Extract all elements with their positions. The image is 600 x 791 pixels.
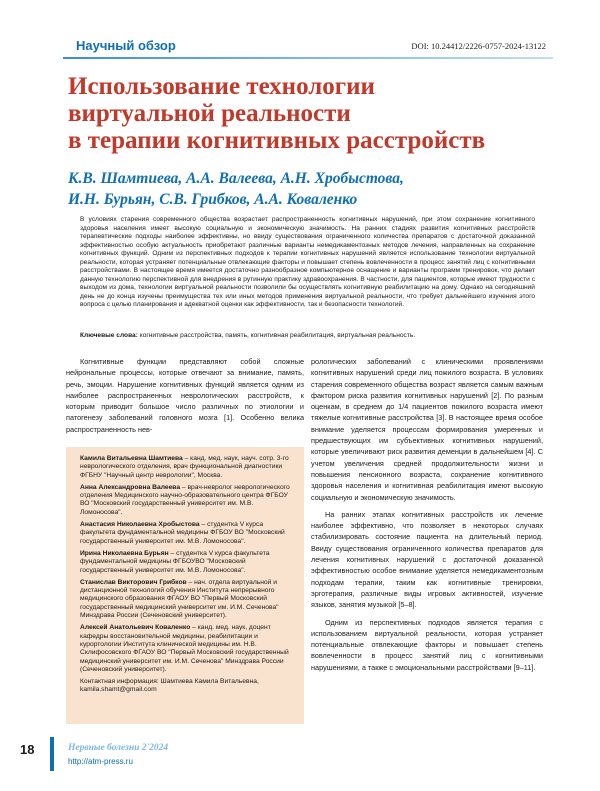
author-name: Станислав Викторович Грибков	[80, 578, 187, 586]
keywords-text: когнитивные расстройства, память, когнитивная реабилитация, виртуальная реальность.	[137, 332, 416, 339]
author-entry	[80, 550, 297, 575]
keywords-label: Ключевые слова:	[80, 332, 138, 339]
author-name: Ирина Николаевна Бурьян	[80, 549, 169, 557]
author-desc: – канд. мед. наук, науч. сотр. 3-го неврологического отделения, врач функциональной диагностики ФГБНУ "Научный центр неврологии", Москва.	[80, 455, 289, 479]
author-name: Анастасия Николаевна Хробыстова	[80, 521, 200, 529]
author-info-box	[66, 447, 304, 724]
author-desc: – студентка V курса факультета фундаментальной медицины ФГБОУ ВО "Московский государственный университет им. М.В. Ломоносова".	[80, 521, 285, 545]
header-rule	[63, 57, 553, 59]
title-line: в терапии когнитивных расстройств	[68, 127, 486, 154]
doi-label[interactable]: DOI: 10.24412/2226-0757-2024-13122	[411, 41, 546, 51]
article-title	[68, 73, 538, 154]
keywords	[80, 332, 535, 341]
body-paragraph: На ранних этапах когнитивных расстройств их лечение наиболее эффективно, что позволяет в некоторых случаях стабилизировать состояние пациента на длительный период. Ввиду существования ограниченного количества препаратов для лечения когнитивных нарушений с достаточной доказанной эффективностью особое внимание уделяется немедикаментозным подходам терапии, таким как когнитивные тренировки, эрготерапия, различные виды игровых активностей, изучение языков, занятия музыкой [5–8].	[311, 509, 543, 610]
author-entry	[80, 624, 297, 674]
body-paragraph: Одним из перспективных подходов является терапия с использованием виртуальной реальности, которая устраняет потенциальные отвлекающие факторы и повышает степень вовлеченности в процесс занятий лиц с когнитивными нарушениями, а также с эмоциональными расстройствами [9–11].	[311, 617, 543, 672]
journal-name: Нервные болезни 2'2024	[68, 743, 169, 753]
authors-line: И.Н. Бурьян, С.В. Грибков, А.А. Коваленко	[68, 191, 358, 208]
page-number: 18	[20, 742, 35, 757]
section-label: Научный обзор	[76, 38, 176, 53]
contact-info[interactable]: Контактная информация: Шамтиева Камила Витальевна, kamila.shamt@gmail.com	[80, 678, 259, 694]
title-line: виртуальной реальности	[68, 100, 351, 127]
author-entry	[80, 521, 297, 546]
footer-stripe	[50, 737, 54, 771]
author-name: Камила Витальевна Шамтиева	[80, 455, 183, 462]
body-paragraph: рологических заболеваний с клиническими проявлениями когнитивных нарушений среди лиц пожилого возраста. В условиях старения современного общества возраст является самым важным фактором риска развития когнитивных нарушений [2]. По разным оценкам, в среднем до 1/4 пациентов пожилого возраста имеют тяжелые когнитивные расстройства [3]. В настоящее время особое внимание уделяется процессам формирования умеренных и предшествующих им субъективных когнитивных нарушений, которые увеличивают риск развития деменции в дальнейшем [4]. С учетом увеличения средней продолжительности жизни и повышения пенсионного возраста, сохранение когнитивного здоровья населения и когнитивная реабилитация имеют высокую социальную и экономическую значимость.	[311, 357, 543, 502]
author-desc: – нач. отдела виртуальной и дистанционной технологий обучения Института непрерывного медицинского образования ФГАОУ ВО "Первый Московский государственный медицинский университет им. И.М. Сеченова" Минздрава России (Сеченовский университет).	[80, 578, 279, 620]
left-column	[66, 356, 304, 435]
right-column	[311, 356, 543, 679]
title-line: Использование технологии	[68, 73, 375, 100]
author-entry	[80, 455, 297, 480]
authors-line: К.В. Шамтиева, А.А. Валеева, А.Н. Хробыстова,	[68, 170, 404, 187]
author-desc: – студентка V курса факультета фундаментальной медицины ФГБОУВО "Московский государственный университет им. М.В. Ломоносова".	[80, 549, 270, 574]
abstract: В условиях старения современного общества возрастает распространенность когнитивных нарушений, при этом сохранение когнитивного здоровья населения имеет высокую социальную и экономическую значимость. На ранних стадиях развития когнитивных расстройств терапевтические подходы наиболее эффективны, но ввиду существования ограниченного количества препаратов с достаточной доказанной эффективностью особую актуальность приобретают различные варианты немедикаментозных методов лечения, направленных на сохранение когнитивных функций. Одним из перспективных подходов к терапии когнитивных нарушений является использование технологии виртуальной реальности, которая устраняет потенциальные отвлекающие факторы и повышает степень вовлеченности в процесс занятий лиц с когнитивными расстройствами. В настоящее время имеется достаточно разнообразное компьютерное оснащение и варианты программ тренировок, что делает данную технологию перспективной для внедрения в рутинную практику здравоохранения. В частности, для пациентов, которые имеют трудности с выходом из дома, технологии виртуальной реальности позволили бы осуществлять когнитивную реабилитацию на дому. Однако на сегодняшний день не до конца изучены преимущества тех или иных методов применения виртуальной реальности, что требует дальнейшего изучения этого вопроса с целью планирования и адекватной оценки как эффективности, так и безопасности технологий.	[80, 216, 535, 308]
author-name: Анна Александровна Валеева	[80, 483, 181, 491]
author-desc: – врач-невролог неврологического отделения Медицинского научно-образовательного центра ФГБОУ ВО "Московский государственный университет им. М.В. Ломоносова".	[80, 483, 290, 516]
authors	[68, 168, 538, 210]
author-desc: – канд. мед. наук, доцент кафедры восстановительной медицины, реабилитации и курортологии Института клинической медицины им. Н.В. Склифосовского ФГАОУ ВО "Первый Московский государственный медицинский университет им. И.М. Сеченова" Минздрава России (Сеченовский университет).	[80, 624, 289, 673]
author-entry	[80, 484, 297, 517]
author-name: Алексей Анатольевич Коваленко	[80, 624, 191, 632]
site-link[interactable]: http://atm-press.ru	[68, 757, 133, 766]
body-paragraph: Когнитивные функции представляют собой сложные нейрональные процессы, которые отвечают за внимание, память, речь, эмоции. Нарушение когнитивных функций является одним из наиболее распространенных неврологических расстройств, к которым приводит большое число различных по этиологии и патогенезу заболеваний головного мозга [1]. Особенно велика распространенность нев-	[66, 357, 304, 434]
author-entry	[80, 579, 297, 620]
